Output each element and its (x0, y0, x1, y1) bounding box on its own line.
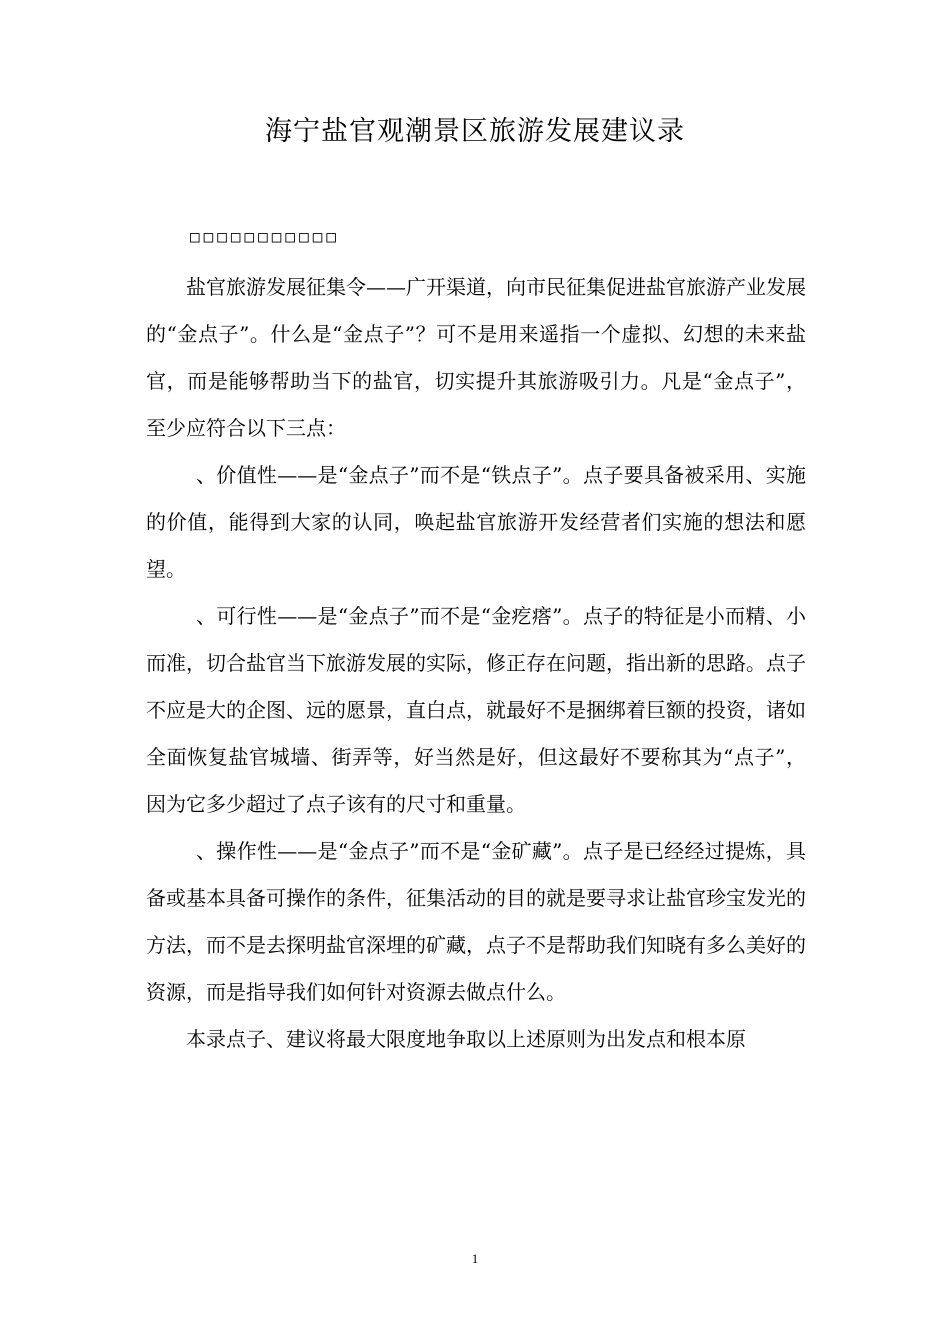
paragraph-feasibility: 、可行性——是“金点子”而不是“金疙瘩”。点子的特征是小而精、小而准，切合盐官当下旅游发展的实际，修正存在问题，指出新的思路。点子不应是大的企图、远的愿景，直白点，就最好不是捆绑着巨额的投资，诸如全面恢复盐官城墙、街弄等，好当然是好，但这最好不要称其为“点子”，因为它多少超过了点子该有的尺寸和重量。 (146, 604, 806, 816)
page-number: 1 (471, 1251, 479, 1266)
paragraph-value: 、价值性——是“金点子”而不是“铁点子”。点子要具备被采用、实施的价值，能得到大家的认同，唤起盐官旅游开发经营者们实施的想法和愿望。 (146, 463, 806, 581)
paragraph-conclusion: 本录点子、建议将最大限度地争取以上述原则为出发点和根本原 (186, 1027, 746, 1051)
garbled-subtitle-line: □□□□□□□□□□□ (190, 227, 340, 246)
paragraph-intro: 盐官旅游发展征集令——广开渠道，向市民征集促进盐官旅游产业发展的“金点子”。什么是“金点子”？可不是用来遥指一个虚拟、幻想的未来盐官，而是能够帮助当下的盐官，切实提升其旅游吸引力。凡是“金点子”，至少应符合以下三点： (146, 275, 806, 440)
document-body (146, 264, 806, 1063)
paragraph-operability: 、操作性——是“金点子”而不是“金矿藏”。点子是已经经过提炼，具备或基本具备可操作的条件，征集活动的目的就是要寻求让盐官珍宝发光的方法，而不是去探明盐官深埋的矿藏，点子不是帮助我们知晓有多么美好的资源，而是指导我们如何针对资源去做点什么。 (146, 839, 806, 1004)
document-title: 海宁盐官观潮景区旅游发展建议录 (265, 116, 685, 147)
